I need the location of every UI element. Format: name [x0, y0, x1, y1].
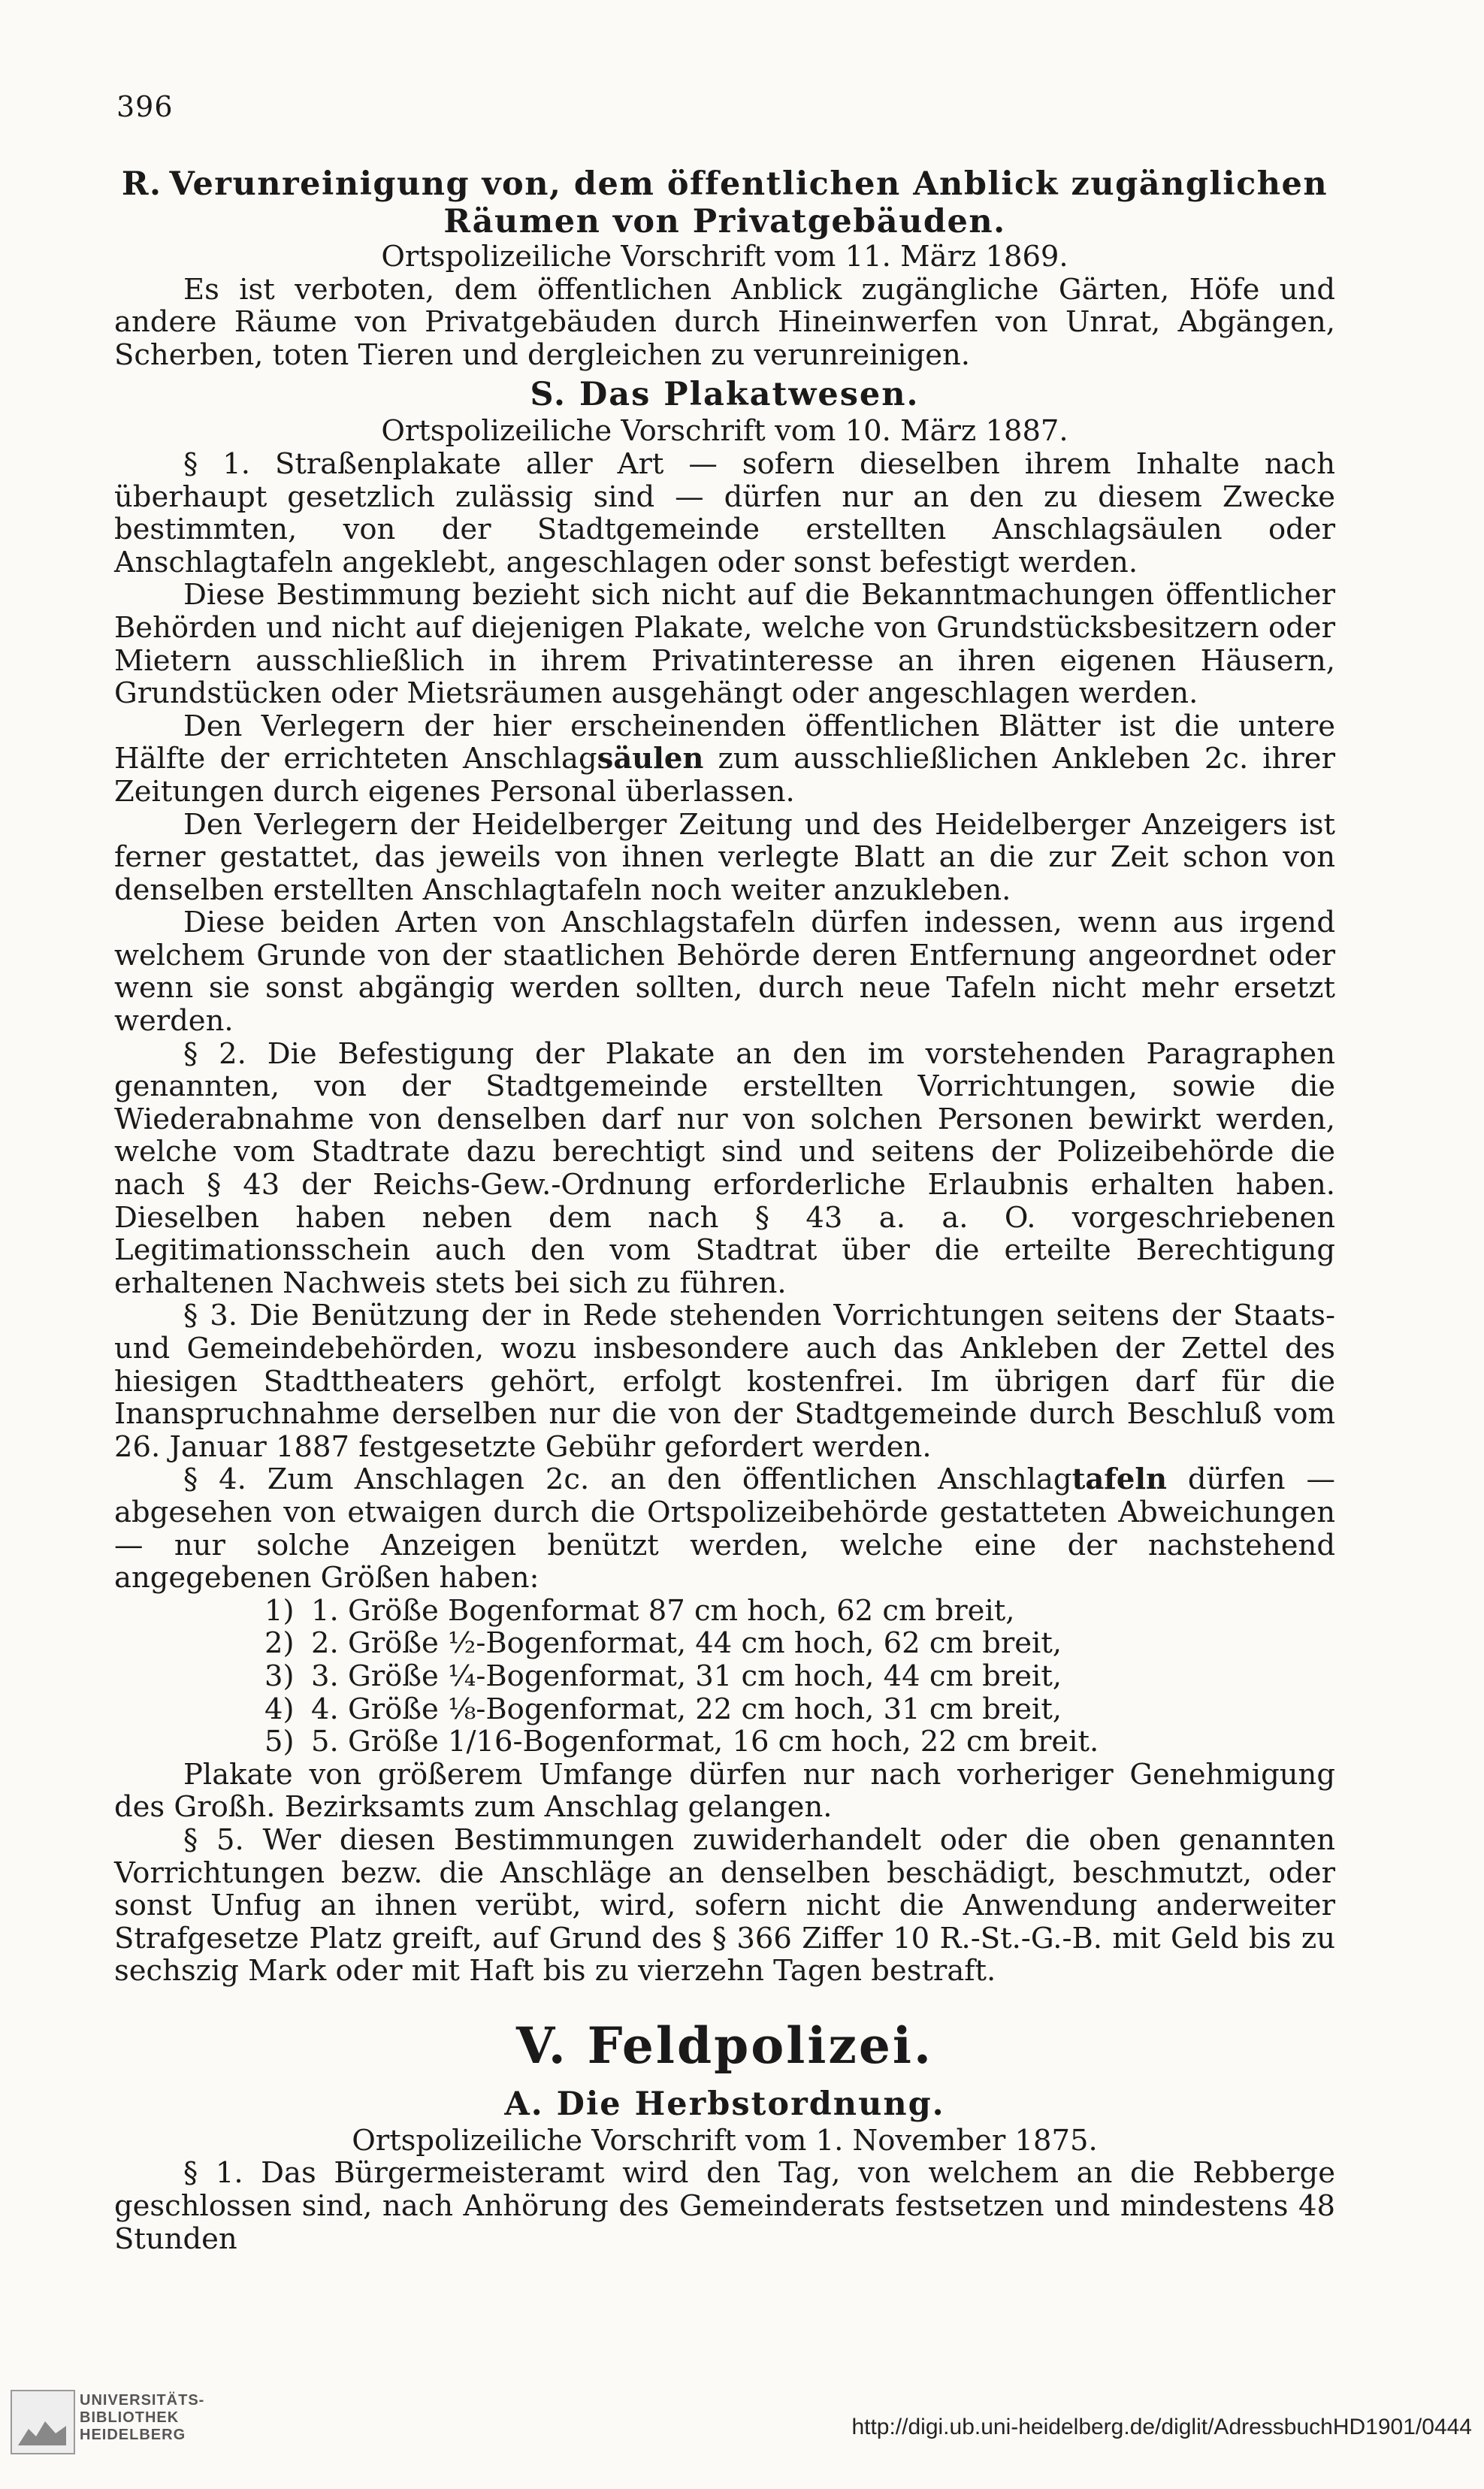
library-logo [11, 2390, 75, 2454]
section-a-source: Ortspolizeiliche Vorschrift vom 1. November 1875. [352, 2123, 1098, 2158]
logo-emblem-icon [18, 2418, 66, 2445]
section-a-paragraph-1: § 1. Das Bürgermeisteramt wird den Tag, von welchem an die Rebberge geschlossen sind, nach Anhörung des Gemeinderats festsetzen und mindestens 48 Stunden [114, 2156, 1335, 2256]
section-s-paragraph-3-end: zum ausschließlichen Ankleben 2c. ihrer Zeitungen durch eigenes Personal überlassen. [114, 742, 1335, 809]
size-list-number: 4) [264, 1692, 295, 1726]
section-s-paragraph-3-start: Den Verlegern der hier erscheinenden öffentlichen Blätter ist die untere Hälfte der errichteten Anschlag [114, 709, 1335, 776]
section-s-paragraph-7: § 3. Die Benützung der in Rede stehenden Vorrichtungen seitens der Staats- und Gemeindebehörden, wozu insbesondere auch das Ankleben der Zettel des hiesigen Stadttheaters gehört, erfolgt kostenfrei. Im übrigen darf für die Inanspruchnahme derselben nur die von der Stadtgemeinde durch Beschluß vom 26. Januar 1887 festgesetzte Gebühr gefordert werden. [114, 1299, 1335, 1464]
section-r-heading [114, 165, 1335, 240]
section-s-paragraph-4: Den Verlegern der Heidelberger Zeitung und des Heidelberger Anzeigers ist ferner gestattet, das jeweils von ihnen verlegte Blatt an die zur Zeit schon von denselben erstellten Anschlagtafeln noch weiter anzukleben. [114, 807, 1335, 907]
section-s-paragraph-3 [114, 710, 1335, 809]
size-list-text: 4. Größe ⅛-Bogenformat, 22 cm hoch, 31 cm breit, [311, 1692, 1062, 1726]
library-logo-text [80, 2392, 204, 2444]
section-s [114, 376, 1335, 1988]
size-list-number: 3) [264, 1659, 295, 1693]
size-list-text: 5. Größe 1/16-Bogenformat, 16 cm hoch, 22 cm breit. [311, 1725, 1099, 1759]
section-s-paragraph-9: Plakate von größerem Umfange dürfen nur nach vorheriger Genehmigung des Großh. Bezirksamts zum Anschlag gelangen. [114, 1757, 1335, 1825]
section-a-title: Die Herbstordnung. [556, 2085, 945, 2123]
section-s-letter: S. [530, 376, 567, 414]
section-r-text: Es ist verboten, dem öffentlichen Anblick zugängliche Gärten, Höfe und andere Räume von Privatgebäuden durch Hineinwerfen von Unrat, Abgängen, Scherben, toten Tieren und dergleichen zu verunreinigen. [114, 272, 1335, 372]
logo-line-3: HEIDELBERG [80, 2427, 186, 2443]
size-list-number: 2) [264, 1626, 295, 1661]
page-body [114, 165, 1335, 2255]
section-r-title-line1: Verunreinigung von, dem öffentlichen Anblick zugänglichen [169, 165, 1328, 203]
size-list [114, 1595, 1335, 1759]
section-s-paragraph-1: § 1. Straßenplakate aller Art — sofern dieselben ihrem Inhalte nach überhaupt gesetzlich zulässig sind — dürfen nur an den zu diesem Zwecke bestimmten, von der Stadtgemeinde erstellten Anschlagsäulen oder Anschlagtafeln angeklebt, angeschlagen oder sonst befestigt werden. [114, 446, 1335, 579]
section-s-paragraph-10: § 5. Wer diesen Bestimmungen zuwiderhandelt oder die oben genannten Vorrichtungen bezw. die Anschläge an denselben beschädigt, beschmutzt, oder sonst Unfug an ihnen verübt, wird, sofern nicht die Anwendung anderweiter Strafgesetze Platz greift, auf Grund des § 366 Ziffer 10 R.-St.-G.-B. mit Geld bis zu sechszig Mark oder mit Haft bis zu vierzehn Tagen bestraft. [114, 1822, 1335, 1988]
section-s-heading [114, 376, 1335, 413]
section-s-paragraph-5: Diese beiden Arten von Anschlagstafeln dürfen indessen, wenn aus irgend welchem Grunde von der staatlichen Behörde deren Entfernung angeordnet oder wenn sie sonst abgängig werden sollten, durch neue Tafeln nicht mehr ersetzt werden. [114, 906, 1335, 1039]
size-list-text: 1. Größe Bogenformat 87 cm hoch, 62 cm breit, [311, 1593, 1015, 1628]
section-s-paragraph-3-emphasis: säulen [597, 742, 704, 776]
footer [0, 2386, 1484, 2489]
chapter-v [114, 2016, 1335, 2255]
page-number: 396 [116, 90, 174, 123]
size-list-item [264, 1725, 1335, 1759]
section-s-paragraph-8-emphasis: tafeln [1071, 1462, 1167, 1497]
section-s-paragraph-6: § 2. Die Befestigung der Plakate an den im vorstehenden Paragraphen genannten, von der Stadtgemeinde erstellten Vorrichtungen, sowie die Wiederabnahme von denselben darf nur von solchen Personen bewirkt werden, welche vom Stadtrate dazu berechtigt sind und seitens der Polizeibehörde die nach § 43 der Reichs-Gew.-Ordnung erforderliche Erlaubnis erhalten haben. Dieselben haben neben dem nach § 43 a. a. O. vorgeschriebenen Legitimationsschein auch den vom Stadtrat über die erteilte Berechtigung erhaltenen Nachweis stets bei sich zu führen. [114, 1036, 1335, 1300]
size-list-number: 1) [264, 1593, 295, 1628]
section-s-paragraph-2: Diese Bestimmung bezieht sich nicht auf die Bekanntmachungen öffentlicher Behörden und nicht auf diejenigen Plakate, welche von Grundstücksbesitzern oder Mietern ausschließlich in ihrem Privatinteresse an ihren eigenen Häusern, Grundstücken oder Mietsräumen ausgehängt oder angeschlagen werden. [114, 578, 1335, 711]
section-s-source: Ortspolizeiliche Vorschrift vom 10. März 1887. [381, 414, 1068, 449]
logo-line-2: BIBLIOTHEK [80, 2409, 180, 2426]
section-r-source: Ortspolizeiliche Vorschrift vom 11. März 1869. [381, 240, 1068, 274]
section-s-title: Das Plakatwesen. [579, 376, 920, 414]
size-list-item [264, 1660, 1335, 1693]
size-list-text: 3. Größe ¼-Bogenformat, 31 cm hoch, 44 cm breit, [311, 1659, 1062, 1693]
size-list-number: 5) [264, 1725, 295, 1759]
section-s-paragraph-8 [114, 1463, 1335, 1594]
section-a-letter: A. [504, 2085, 544, 2123]
section-a-heading [114, 2085, 1335, 2123]
section-r-letter: R. [121, 165, 162, 203]
size-list-item [264, 1595, 1335, 1628]
section-r-title-line2: Räumen von Privatgebäuden. [443, 203, 1006, 240]
size-list-item [264, 1693, 1335, 1726]
source-url-link[interactable]: http://digi.ub.uni-heidelberg.de/diglit/AdressbuchHD1901/0444 [851, 2415, 1472, 2439]
section-s-paragraph-8-start: § 4. Zum Anschlagen 2c. an den öffentlichen Anschlag [183, 1462, 1072, 1497]
section-s-paragraph-8-end: dürfen — abgesehen von etwaigen durch die Ortspolizeibehörde gestatteten Abweichungen — nur solche Anzeigen benützt werden, welche eine der nachstehend angegebenen Größen haben: [114, 1462, 1335, 1595]
chapter-v-title: V. Feldpolizei. [516, 2016, 933, 2075]
size-list-text: 2. Größe ½-Bogenformat, 44 cm hoch, 62 cm breit, [311, 1626, 1062, 1661]
section-r [114, 165, 1335, 371]
size-list-item [264, 1627, 1335, 1660]
logo-line-1: UNIVERSITÄTS- [80, 2392, 205, 2409]
